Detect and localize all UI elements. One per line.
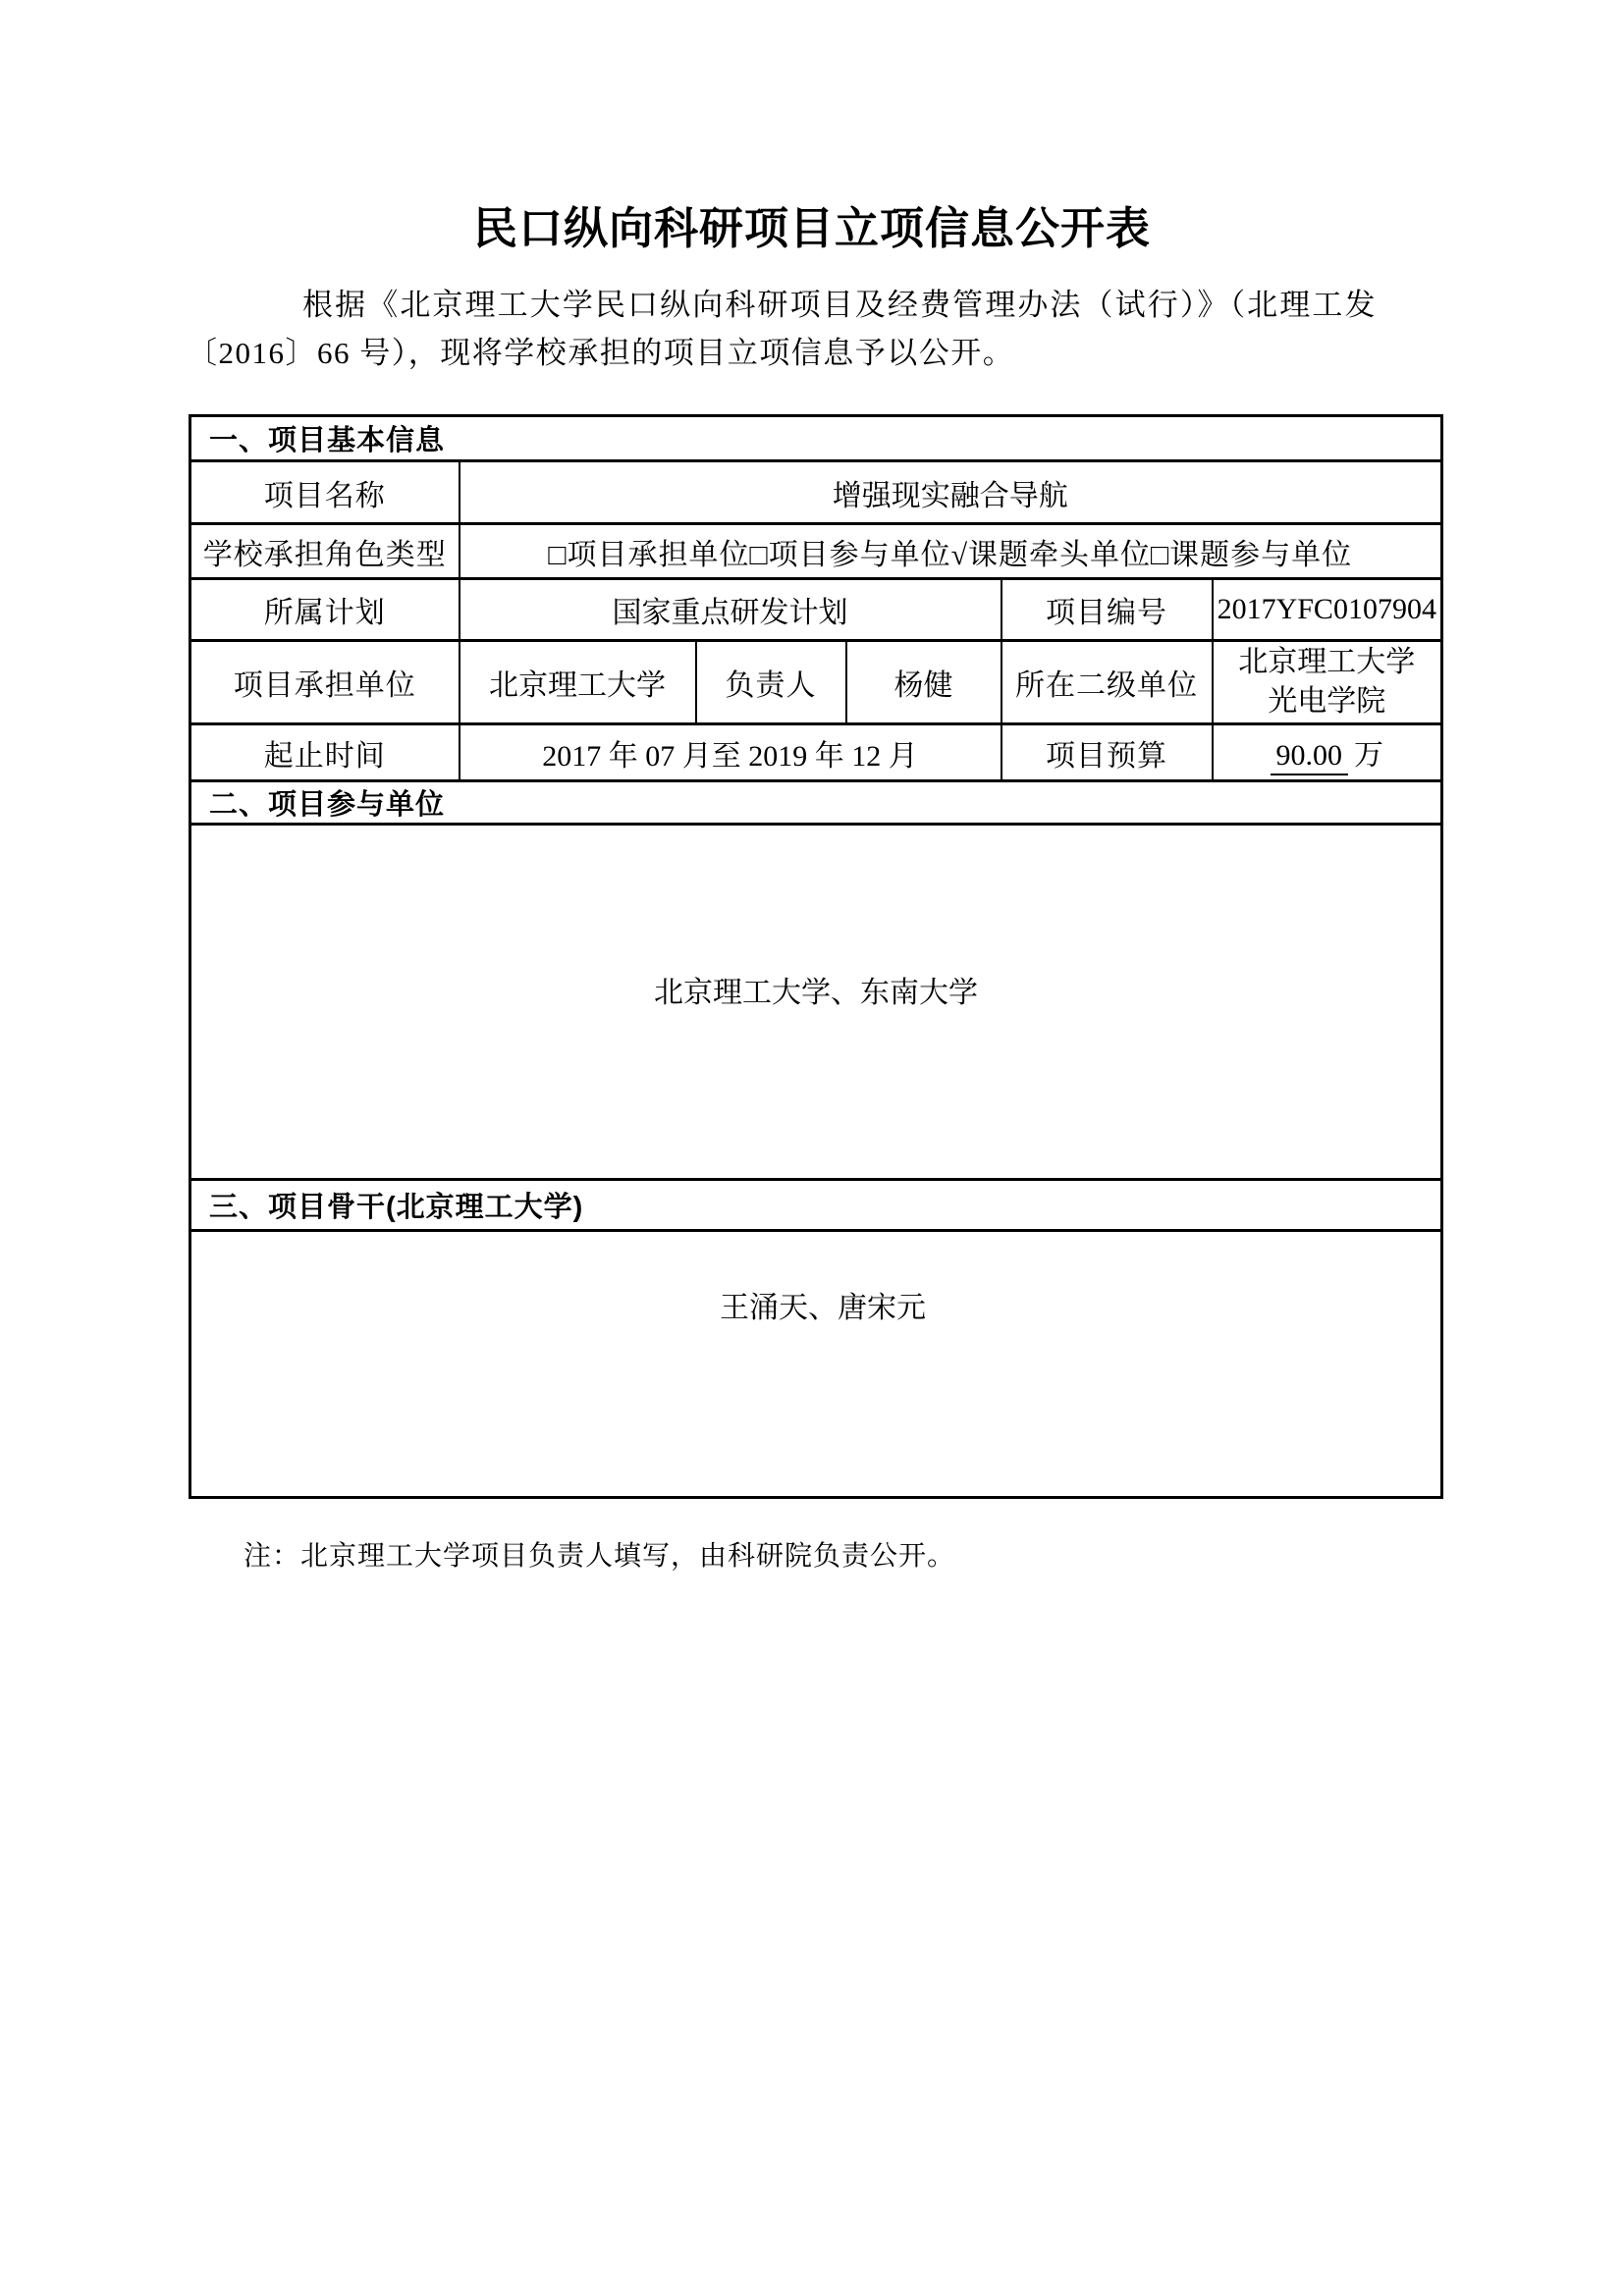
undertaker-value: 北京理工大学	[460, 641, 696, 724]
table-row	[190, 524, 1442, 579]
footer-note: 注：北京理工大学项目负责人填写，由科研院负责公开。	[244, 1541, 956, 1572]
budget-unit: 万	[1354, 738, 1383, 772]
participants-content: 北京理工大学、东南大学	[190, 825, 1442, 1180]
participants-section-header: 二、项目参与单位	[190, 781, 1442, 825]
secondary-unit-line1: 北京理工大学	[1238, 646, 1416, 678]
table-row	[190, 724, 1442, 781]
secondary-unit-value	[1213, 641, 1442, 724]
project-name-value: 增强现实融合导航	[460, 461, 1442, 524]
project-name-label: 项目名称	[190, 461, 460, 524]
duration-label: 起止时间	[190, 724, 460, 781]
role-type-checkboxes: □项目承担单位□项目参与单位√课题牵头单位□课题参与单位	[460, 524, 1442, 579]
backbone-section-header: 三、项目骨干(北京理工大学)	[190, 1180, 1442, 1231]
leader-label: 负责人	[696, 641, 846, 724]
project-no-label: 项目编号	[1001, 579, 1213, 641]
plan-label: 所属计划	[190, 579, 460, 641]
intro-paragraph: 根据《北京理工大学民口纵向科研项目及经费管理办法（试行）》（北理工发〔2016〕66 号），现将学校承担的项目立项信息予以公开。	[187, 288, 1377, 370]
project-no-value: 2017YFC0107904	[1213, 579, 1442, 641]
table-row	[190, 1231, 1442, 1498]
budget-amount: 90.00	[1271, 739, 1349, 775]
basic-info-section-header: 一、项目基本信息	[190, 416, 1442, 461]
secondary-unit-label: 所在二级单位	[1001, 641, 1213, 724]
table-row	[190, 825, 1442, 1180]
budget-value	[1213, 724, 1442, 781]
table-row	[190, 1180, 1442, 1231]
table-row	[190, 416, 1442, 461]
table-row	[190, 579, 1442, 641]
duration-value: 2017 年 07 月至 2019 年 12 月	[460, 724, 1001, 781]
plan-value: 国家重点研发计划	[460, 579, 1001, 641]
leader-value: 杨健	[846, 641, 1001, 724]
table-row	[190, 641, 1442, 724]
secondary-unit-line2: 光电学院	[1268, 685, 1386, 718]
table-row	[190, 781, 1442, 825]
backbone-content: 王涌天、唐宋元	[190, 1231, 1442, 1498]
role-type-label: 学校承担角色类型	[190, 524, 460, 579]
undertaker-label: 项目承担单位	[190, 641, 460, 724]
budget-label: 项目预算	[1001, 724, 1213, 781]
table-row	[190, 461, 1442, 524]
project-info-table	[189, 414, 1443, 1499]
page-title: 民口纵向科研项目立项信息公开表	[472, 204, 1151, 253]
